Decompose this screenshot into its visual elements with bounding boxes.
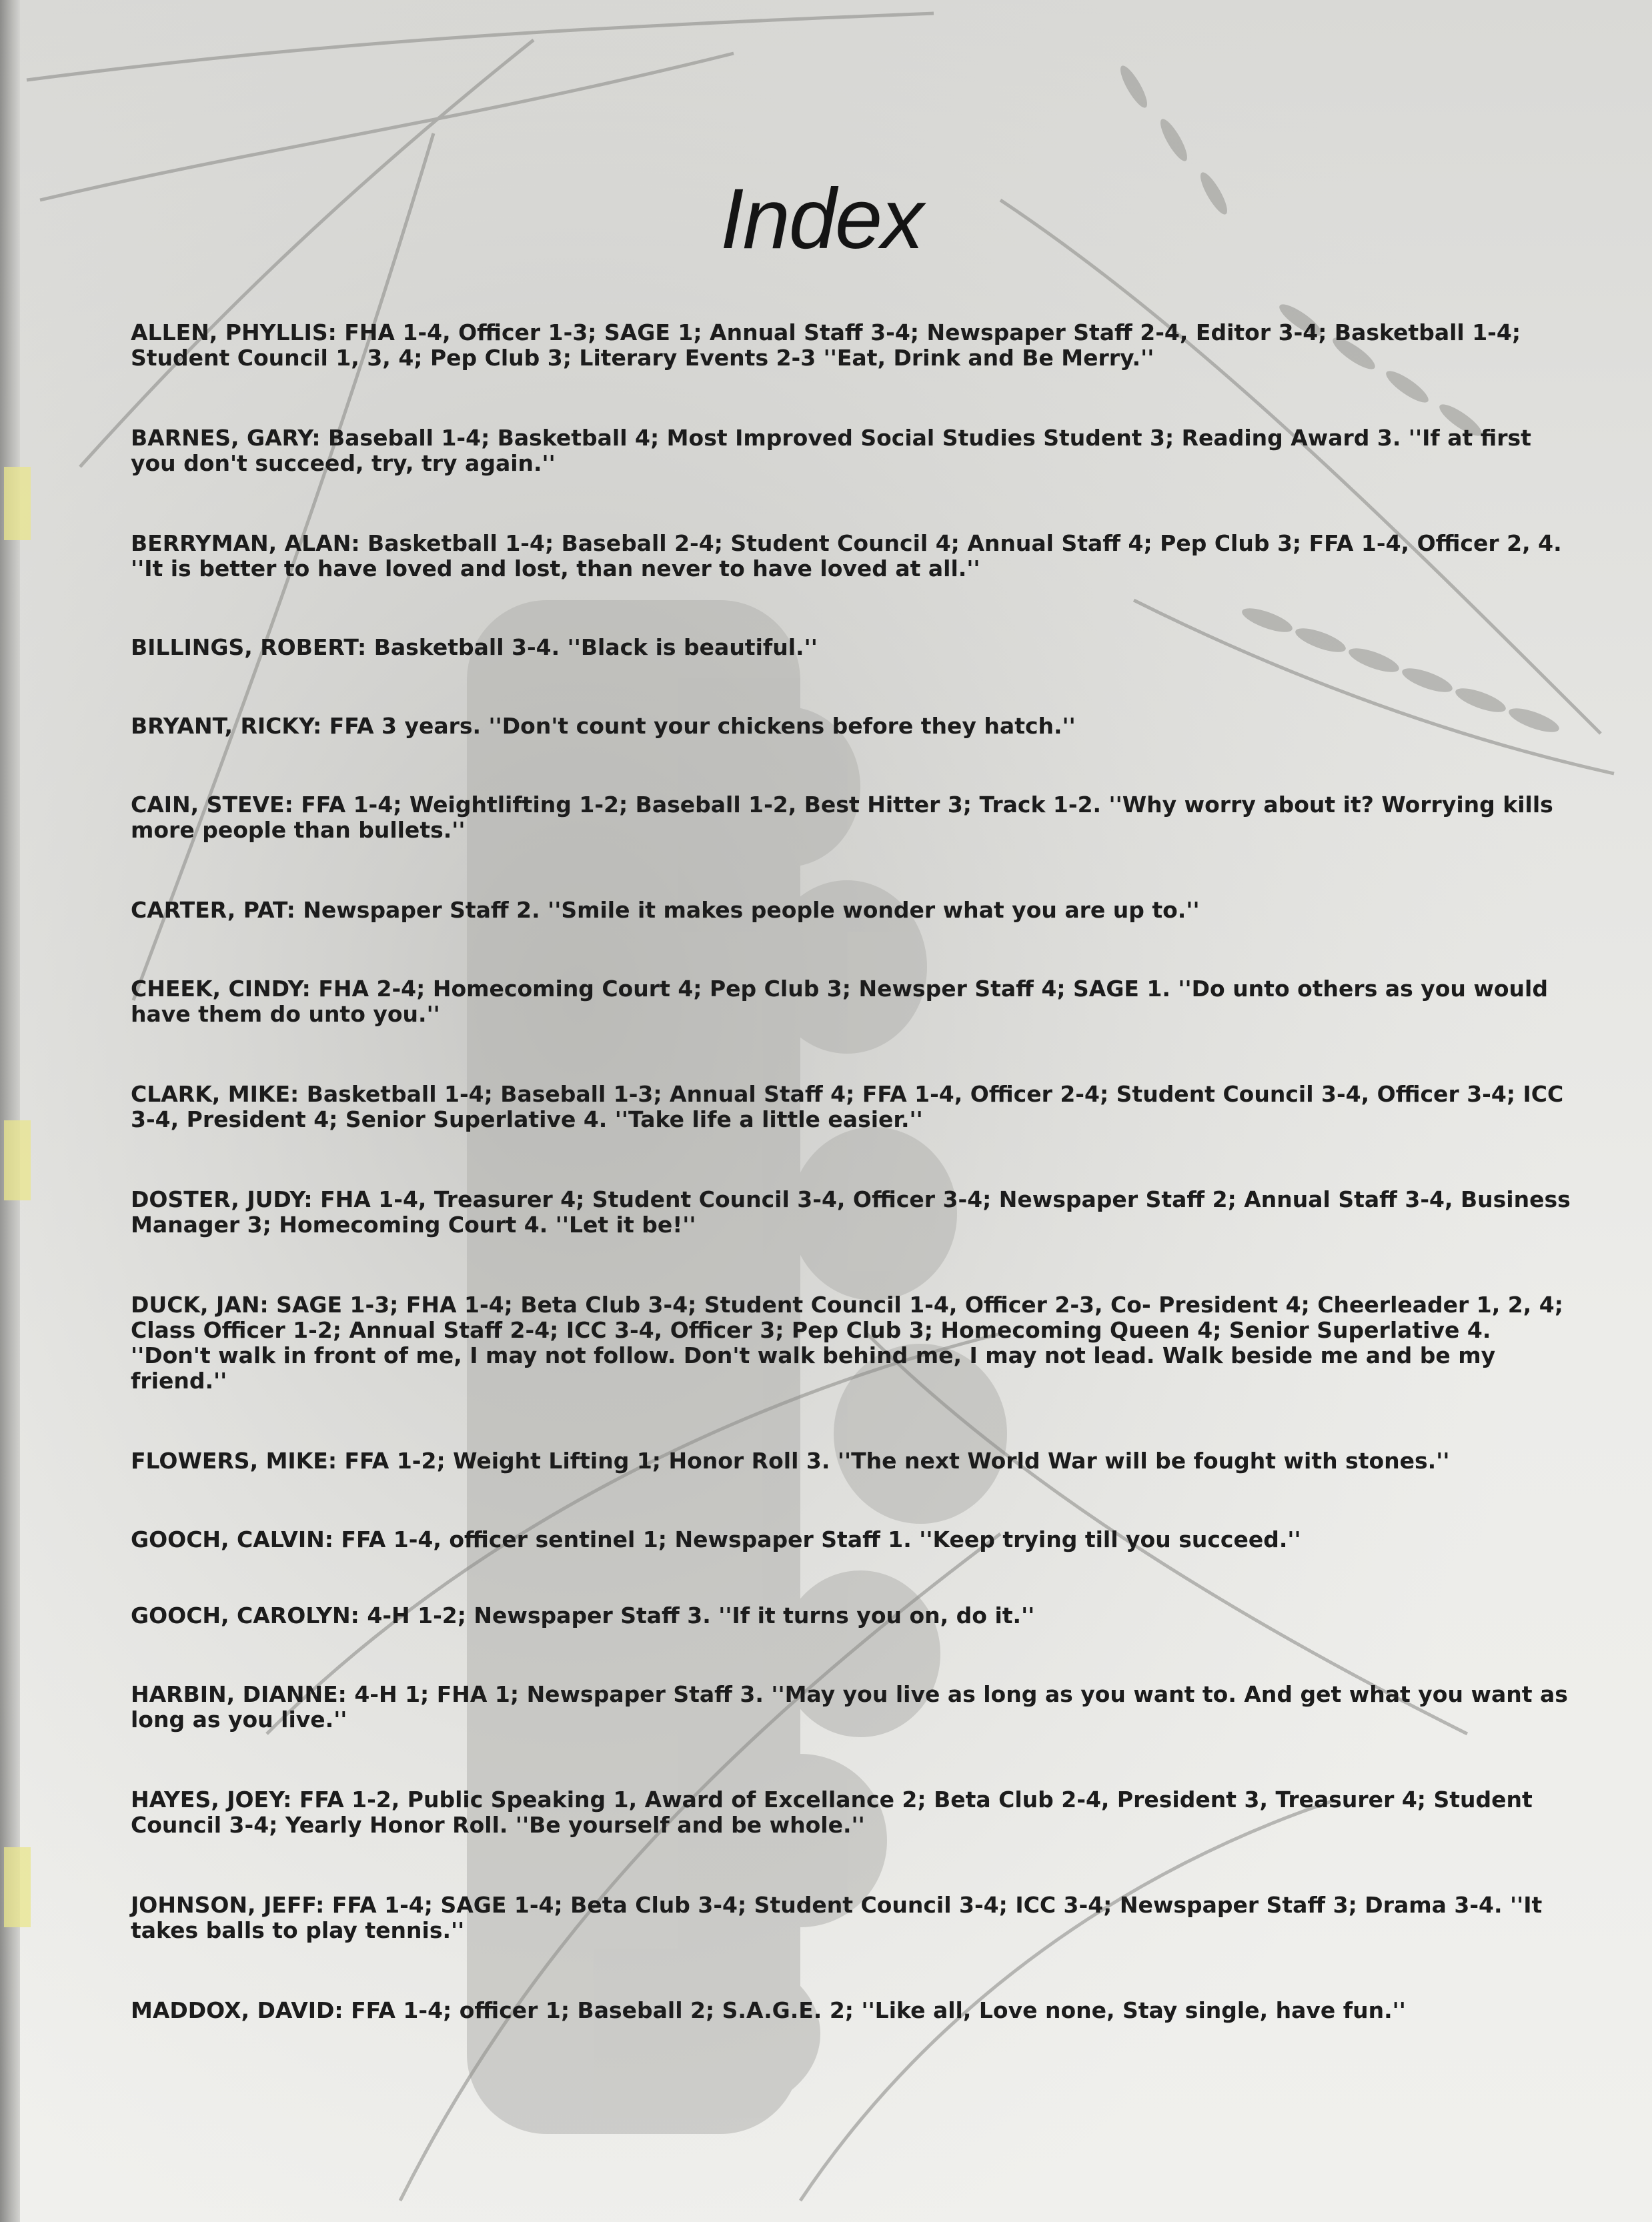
tape-strip: [4, 467, 31, 540]
tape-strip: [4, 1120, 31, 1200]
index-entry: DOSTER, JUDY: FHA 1-4, Treasurer 4; Student Council 3-4, Officer 3-4; Newspaper Staff 2; Annual Staff 3-4, Business Manager 3; Homecoming Court 4. ''Let it be!'': [131, 1186, 1571, 1238]
index-entry: ALLEN, PHYLLIS: FHA 1-4, Officer 1-3; SAGE 1; Annual Staff 3-4; Newspaper Staff 2-4, Editor 3-4; Basketball 1-4; Student Council 1, 3, 4; Pep Club 3; Literary Events 2-3 ''Eat, Drink and Be Merry.'': [131, 319, 1521, 371]
index-entry: HARBIN, DIANNE: 4-H 1; FHA 1; Newspaper Staff 3. ''May you live as long as you want to. And get what you want as long as you live.'': [131, 1681, 1568, 1733]
index-entry: HAYES, JOEY: FFA 1-2, Public Speaking 1, Award of Excellance 2; Beta Club 2-4, President 3, Treasurer 4; Student Council 3-4; Yearly Honor Roll. ''Be yourself and be whole.'': [131, 1787, 1533, 1838]
index-entry: GOOCH, CALVIN: FFA 1-4, officer sentinel 1; Newspaper Staff 1. ''Keep trying till you succeed.'': [131, 1526, 1301, 1552]
index-entry: BARNES, GARY: Baseball 1-4; Basketball 4; Most Improved Social Studies Student 3; Reading Award 3. ''If at first you don't succeed, try, try again.'': [131, 425, 1531, 476]
index-entry: FLOWERS, MIKE: FFA 1-2; Weight Lifting 1; Honor Roll 3. ''The next World War will be fought with stones.'': [131, 1448, 1450, 1474]
index-entry: BERRYMAN, ALAN: Basketball 1-4; Baseball 2-4; Student Council 4; Annual Staff 4; Pep Club 3; FFA 1-4, Officer 2, 4. ''It is better to have loved and lost, than never to have loved at all.'': [131, 530, 1562, 582]
index-entry: MADDOX, DAVID: FFA 1-4; officer 1; Baseball 2; S.A.G.E. 2; ''Like all, Love none, Stay single, have fun.'': [131, 1997, 1406, 2023]
index-entry: CLARK, MIKE: Basketball 1-4; Baseball 1-3; Annual Staff 4; FFA 1-4, Officer 2-4; Student Council 3-4, Officer 3-4; ICC 3-4, President 4; Senior Superlative 4. ''Take life a little easier.'': [131, 1081, 1564, 1132]
index-entry: CHEEK, CINDY: FHA 2-4; Homecoming Court 4; Pep Club 3; Newsper Staff 4; SAGE 1. ''Do unto others as you would have them do unto you.'': [131, 976, 1548, 1027]
index-entry: CAIN, STEVE: FFA 1-4; Weightlifting 1-2; Baseball 1-2, Best Hitter 3; Track 1-2. ''Why worry about it? Worrying kills more people than bullets.'': [131, 792, 1553, 843]
index-entry: GOOCH, CAROLYN: 4-H 1-2; Newspaper Staff 3. ''If it turns you on, do it.'': [131, 1602, 1035, 1628]
index-entry: CARTER, PAT: Newspaper Staff 2. ''Smile it makes people wonder what you are up to.'': [131, 897, 1200, 923]
index-entry: BRYANT, RICKY: FFA 3 years. ''Don't count your chickens before they hatch.'': [131, 713, 1076, 739]
tape-strip: [4, 1847, 31, 1927]
page-title: Index: [720, 171, 923, 267]
index-entry: JOHNSON, JEFF: FFA 1-4; SAGE 1-4; Beta Club 3-4; Student Council 3-4; ICC 3-4; Newspaper Staff 3; Drama 3-4. ''It takes balls to play tennis.'': [131, 1892, 1543, 1943]
index-entry: DUCK, JAN: SAGE 1-3; FHA 1-4; Beta Club 3-4; Student Council 1-4, Officer 2-3, Co- President 4; Cheerleader 1, 2, 4; Class Officer 1-2; Annual Staff 2-4; ICC 3-4, Officer 3; Pep Club 3; Homecoming Queen 4; Senior Superlative 4. ''Don't walk in front of me, I may not follow. Don't walk behind me, I may not lead. Walk beside me and be my friend.'': [131, 1292, 1563, 1394]
index-entry: BILLINGS, ROBERT: Basketball 3-4. ''Black is beautiful.'': [131, 634, 818, 660]
